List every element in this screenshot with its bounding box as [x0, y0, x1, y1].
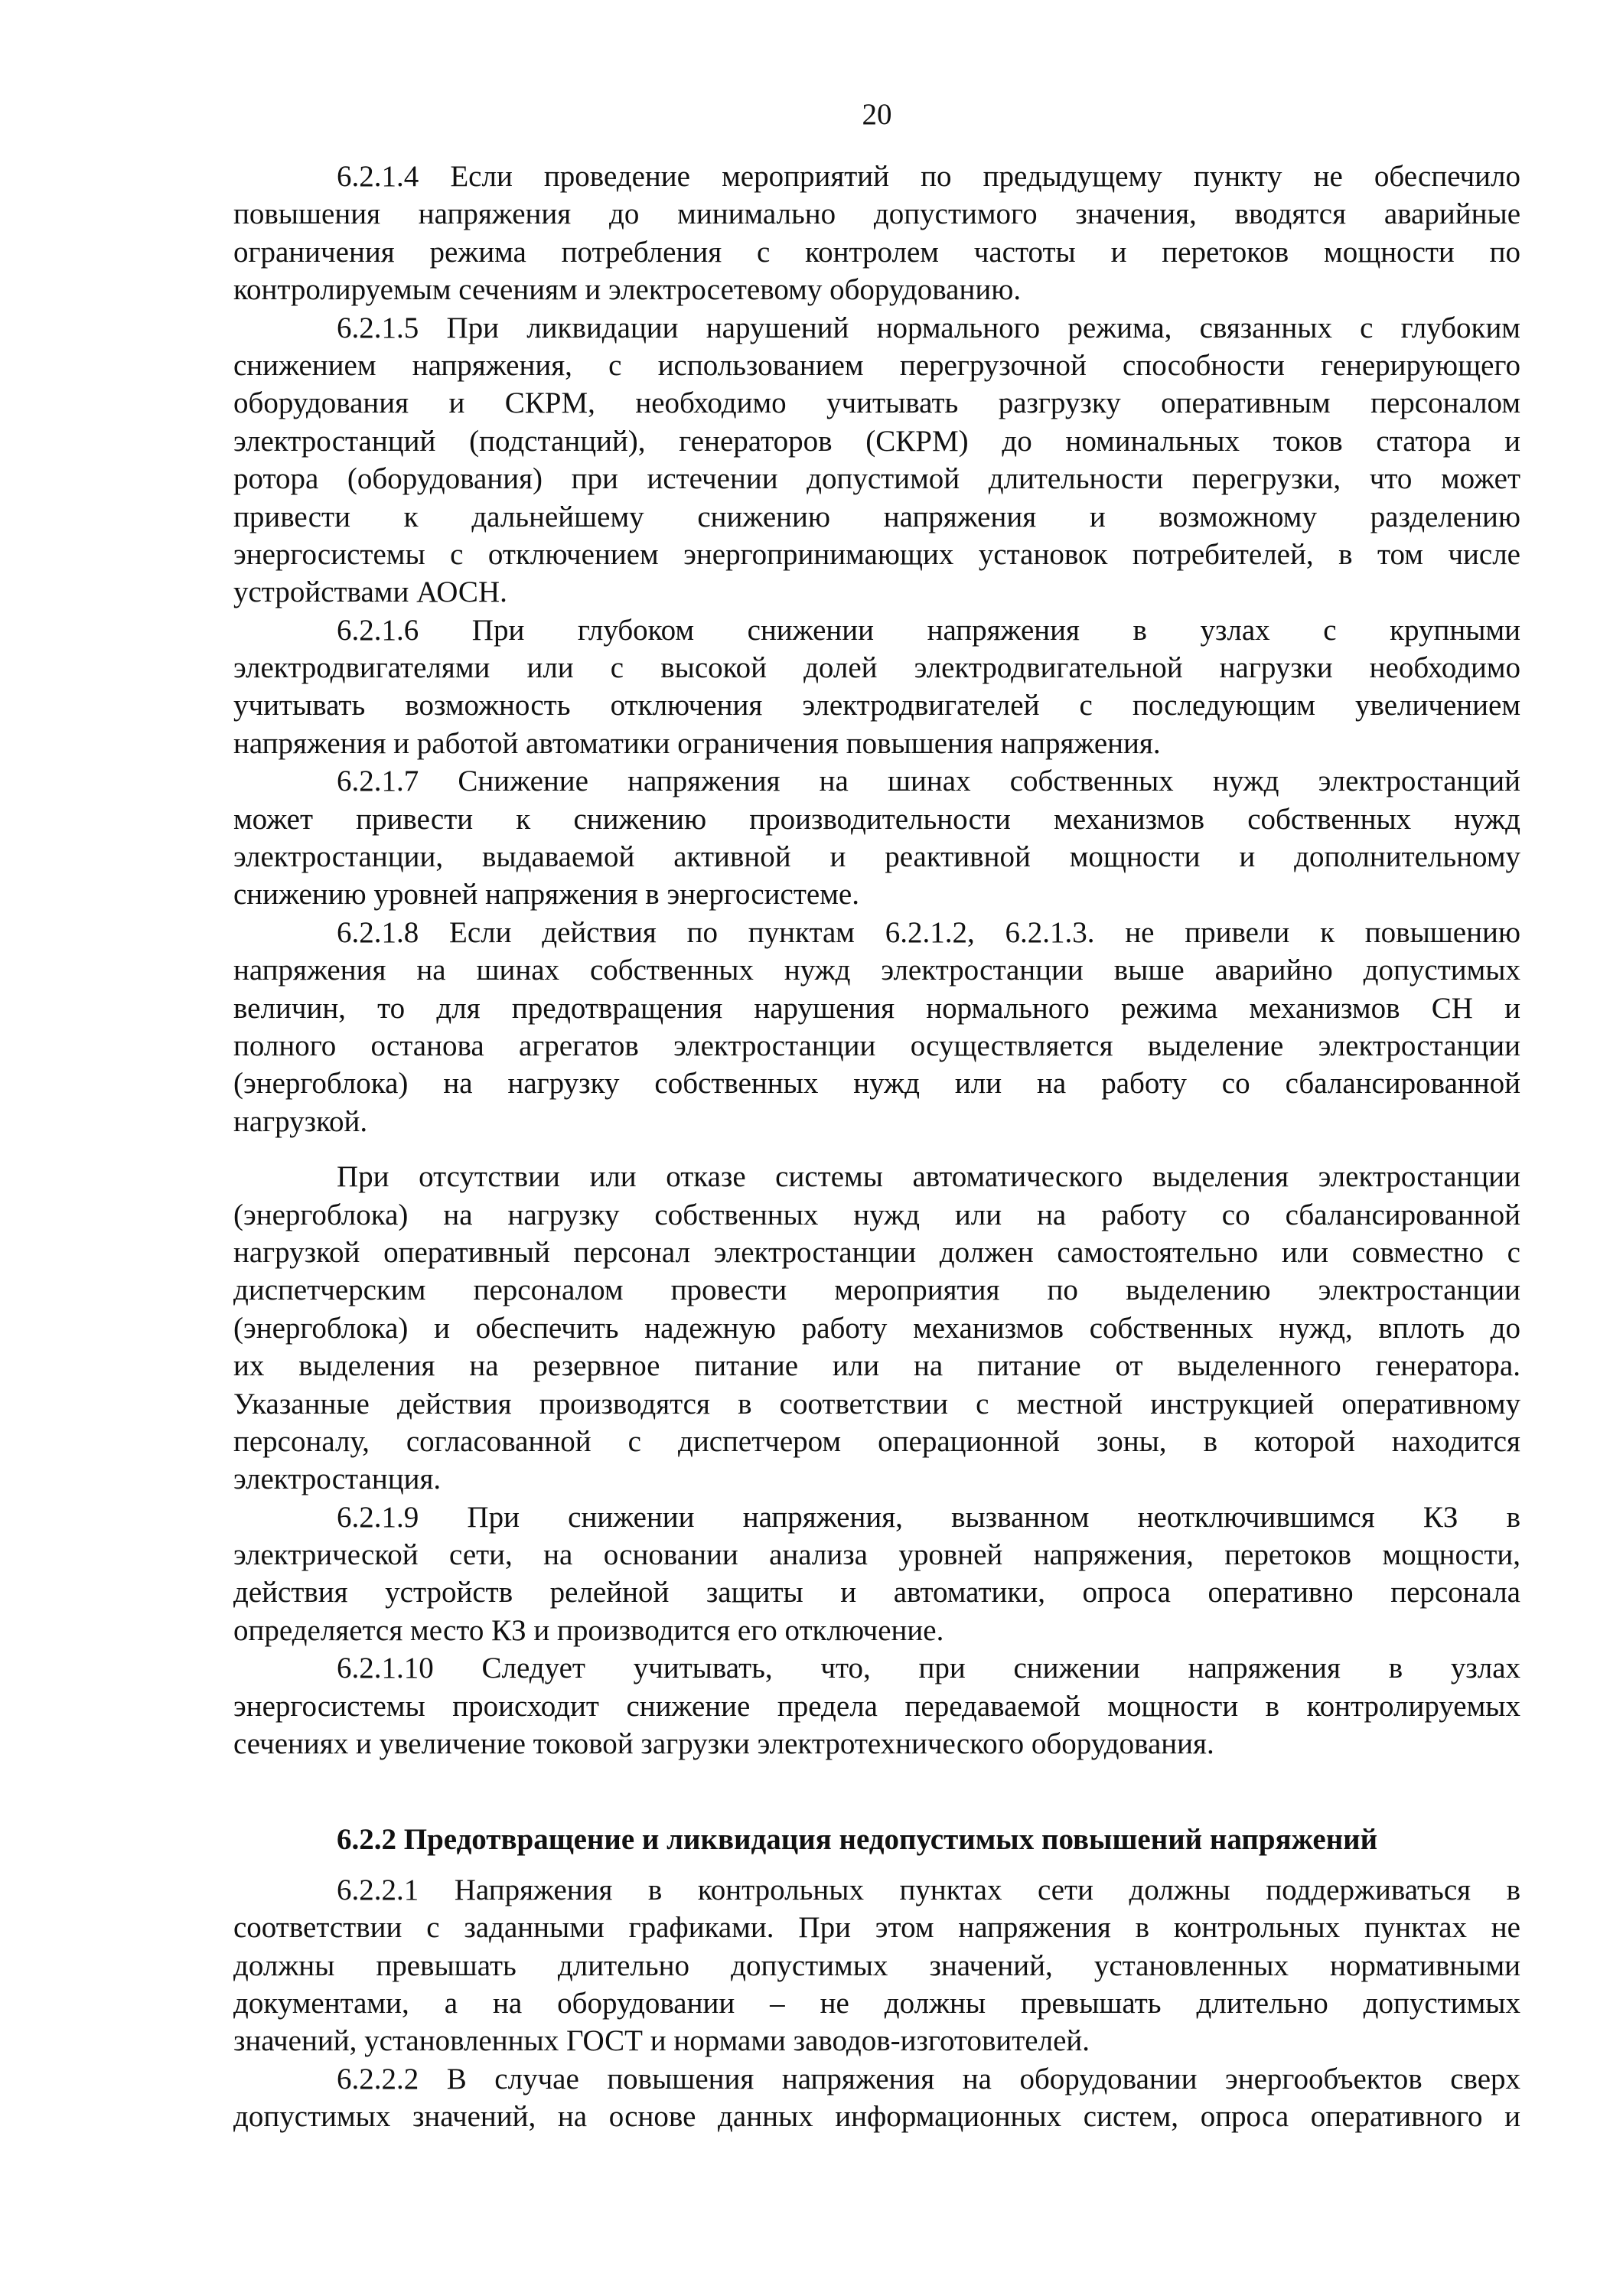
text-line: полного останова агрегатов электростанции осуществляется выделение электростанции — [233, 1029, 1520, 1062]
text-line: электрической сети, на основании анализа уровней напряжения, перетоков мощности, — [233, 1538, 1520, 1572]
paragraph — [233, 914, 1520, 1140]
text-line: 6.2.1.9 При снижении напряжения, вызванном неотключившимся КЗ в — [337, 1500, 1520, 1534]
text-line: персоналу, согласованной с диспетчером операционной зоны, в которой находится — [233, 1424, 1520, 1458]
text-line: электродвигателями или с высокой долей электродвигательной нагрузки необходимо — [233, 651, 1520, 685]
text-line: электростанции, выдаваемой активной и реактивной мощности и дополнительному — [233, 840, 1520, 874]
text-line: допустимых значений, на основе данных информационных систем, опроса оперативного и — [233, 2100, 1520, 2134]
text-line: 6.2.2.1 Напряжения в контрольных пунктах сети должны поддерживаться в — [337, 1873, 1520, 1906]
text-line: (энергоблока) и обеспечить надежную работу механизмов собственных нужд, вплоть до — [233, 1311, 1520, 1345]
text-line: напряжения и работой автоматики ограничения повышения напряжения. — [233, 726, 1161, 760]
text-line: диспетчерским персоналом провести мероприятия по выделению электростанции — [233, 1274, 1520, 1307]
text-line: должны превышать длительно допустимых значений, установленных нормативными — [233, 1949, 1520, 1982]
paragraph — [233, 158, 1520, 309]
text-line: учитывать возможность отключения электродвигателей с последующим увеличением — [233, 689, 1520, 722]
text-line: определяется место КЗ и производится его отключение. — [233, 1613, 944, 1647]
paragraph — [233, 762, 1520, 914]
text-line: может привести к снижению производительности механизмов собственных нужд — [233, 802, 1520, 836]
text-line: 6.2.2.2 В случае повышения напряжения на оборудовании энергообъектов сверх — [337, 2062, 1520, 2095]
text-line: оборудования и СКРМ, необходимо учитывать разгрузку оперативным персоналом — [233, 386, 1520, 420]
text-line: электростанция. — [233, 1463, 442, 1496]
text-line: документами, а на оборудовании – не должны превышать длительно допустимых — [233, 1986, 1520, 2020]
text-line: ротора (оборудования) при истечении допустимой длительности перегрузки, что может — [233, 462, 1520, 496]
text-line: Указанные действия производятся в соответствии с местной инструкцией оперативному — [233, 1387, 1520, 1420]
text-line: значений, установленных ГОСТ и нормами заводов-изготовителей. — [233, 2024, 1090, 2058]
text-line: привести к дальнейшему снижению напряжения и возможному разделению — [233, 500, 1520, 533]
section-heading — [233, 1821, 1520, 1858]
paragraph — [233, 1158, 1520, 1499]
text-line: нагрузкой оперативный персонал электростанции должен самостоятельно или совместно с — [233, 1235, 1520, 1269]
paragraph — [233, 1871, 1520, 2060]
text-line: 6.2.1.4 Если проведение мероприятий по предыдущему пункту не обеспечило — [337, 160, 1520, 193]
page-number: 20 — [862, 98, 892, 131]
text-line: При отсутствии или отказе системы автоматического выделения электростанции — [337, 1160, 1520, 1194]
text-line: (энергоблока) на нагрузку собственных нужд или на работу со сбалансированной — [233, 1198, 1520, 1231]
document-page — [233, 96, 1520, 2136]
text-line: 6.2.1.7 Снижение напряжения на шинах собственных нужд электростанций — [337, 765, 1520, 798]
text-line: (энергоблока) на нагрузку собственных нужд или на работу со сбалансированной — [233, 1067, 1520, 1101]
text-line: величин, то для предотвращения нарушения нормального режима механизмов СН и — [233, 991, 1520, 1025]
text-line: нагрузкой. — [233, 1104, 368, 1138]
paragraph — [233, 309, 1520, 612]
text-line: устройствами АОСН. — [233, 576, 507, 609]
text-line: 6.2.1.10 Следует учитывать, что, при снижении напряжения в узлах — [337, 1652, 1520, 1685]
text-line: 6.2.1.8 Если действия по пунктам 6.2.1.2, 6.2.1.3. не привели к повышению — [337, 915, 1520, 949]
text-line: снижением напряжения, с использованием перегрузочной способности генерирующего — [233, 348, 1520, 382]
text-line: действия устройств релейной защиты и автоматики, опроса оперативно персонала — [233, 1576, 1520, 1609]
text-line: энергосистемы с отключением энергопринимающих установок потребителей, в том числе — [233, 537, 1520, 571]
document-body — [233, 158, 1520, 2136]
text-line: 6.2.2 Предотвращение и ликвидация недопустимых повышений напряжений — [337, 1823, 1378, 1857]
text-line: сечениях и увеличение токовой загрузки электротехнического оборудования. — [233, 1727, 1214, 1761]
paragraph — [233, 2060, 1520, 2136]
paragraph — [233, 1499, 1520, 1650]
text-line: ограничения режима потребления с контролем частоты и перетоков мощности по — [233, 235, 1520, 269]
text-line: электростанций (подстанций), генераторов (СКРМ) до номинальных токов статора и — [233, 424, 1520, 458]
text-line: снижению уровней напряжения в энергосистеме. — [233, 878, 859, 912]
text-line: 6.2.1.6 При глубоком снижении напряжения в узлах с крупными — [337, 613, 1520, 647]
text-line: 6.2.1.5 При ликвидации нарушений нормального режима, связанных с глубоким — [337, 311, 1520, 344]
text-line: напряжения на шинах собственных нужд электростанции выше аварийно допустимых — [233, 954, 1520, 987]
text-line: контролируемым сечениям и электросетевому оборудованию. — [233, 273, 1022, 307]
text-line: их выделения на резервное питание или на питание от выделенного генератора. — [233, 1349, 1520, 1383]
text-line: энергосистемы происходит снижение предела передаваемой мощности в контролируемых — [233, 1689, 1520, 1723]
text-line: соответствии с заданными графиками. При этом напряжения в контрольных пунктах не — [233, 1911, 1520, 1945]
text-line: повышения напряжения до минимально допустимого значения, вводятся аварийные — [233, 197, 1520, 231]
paragraph — [233, 612, 1520, 763]
paragraph — [233, 1649, 1520, 1763]
